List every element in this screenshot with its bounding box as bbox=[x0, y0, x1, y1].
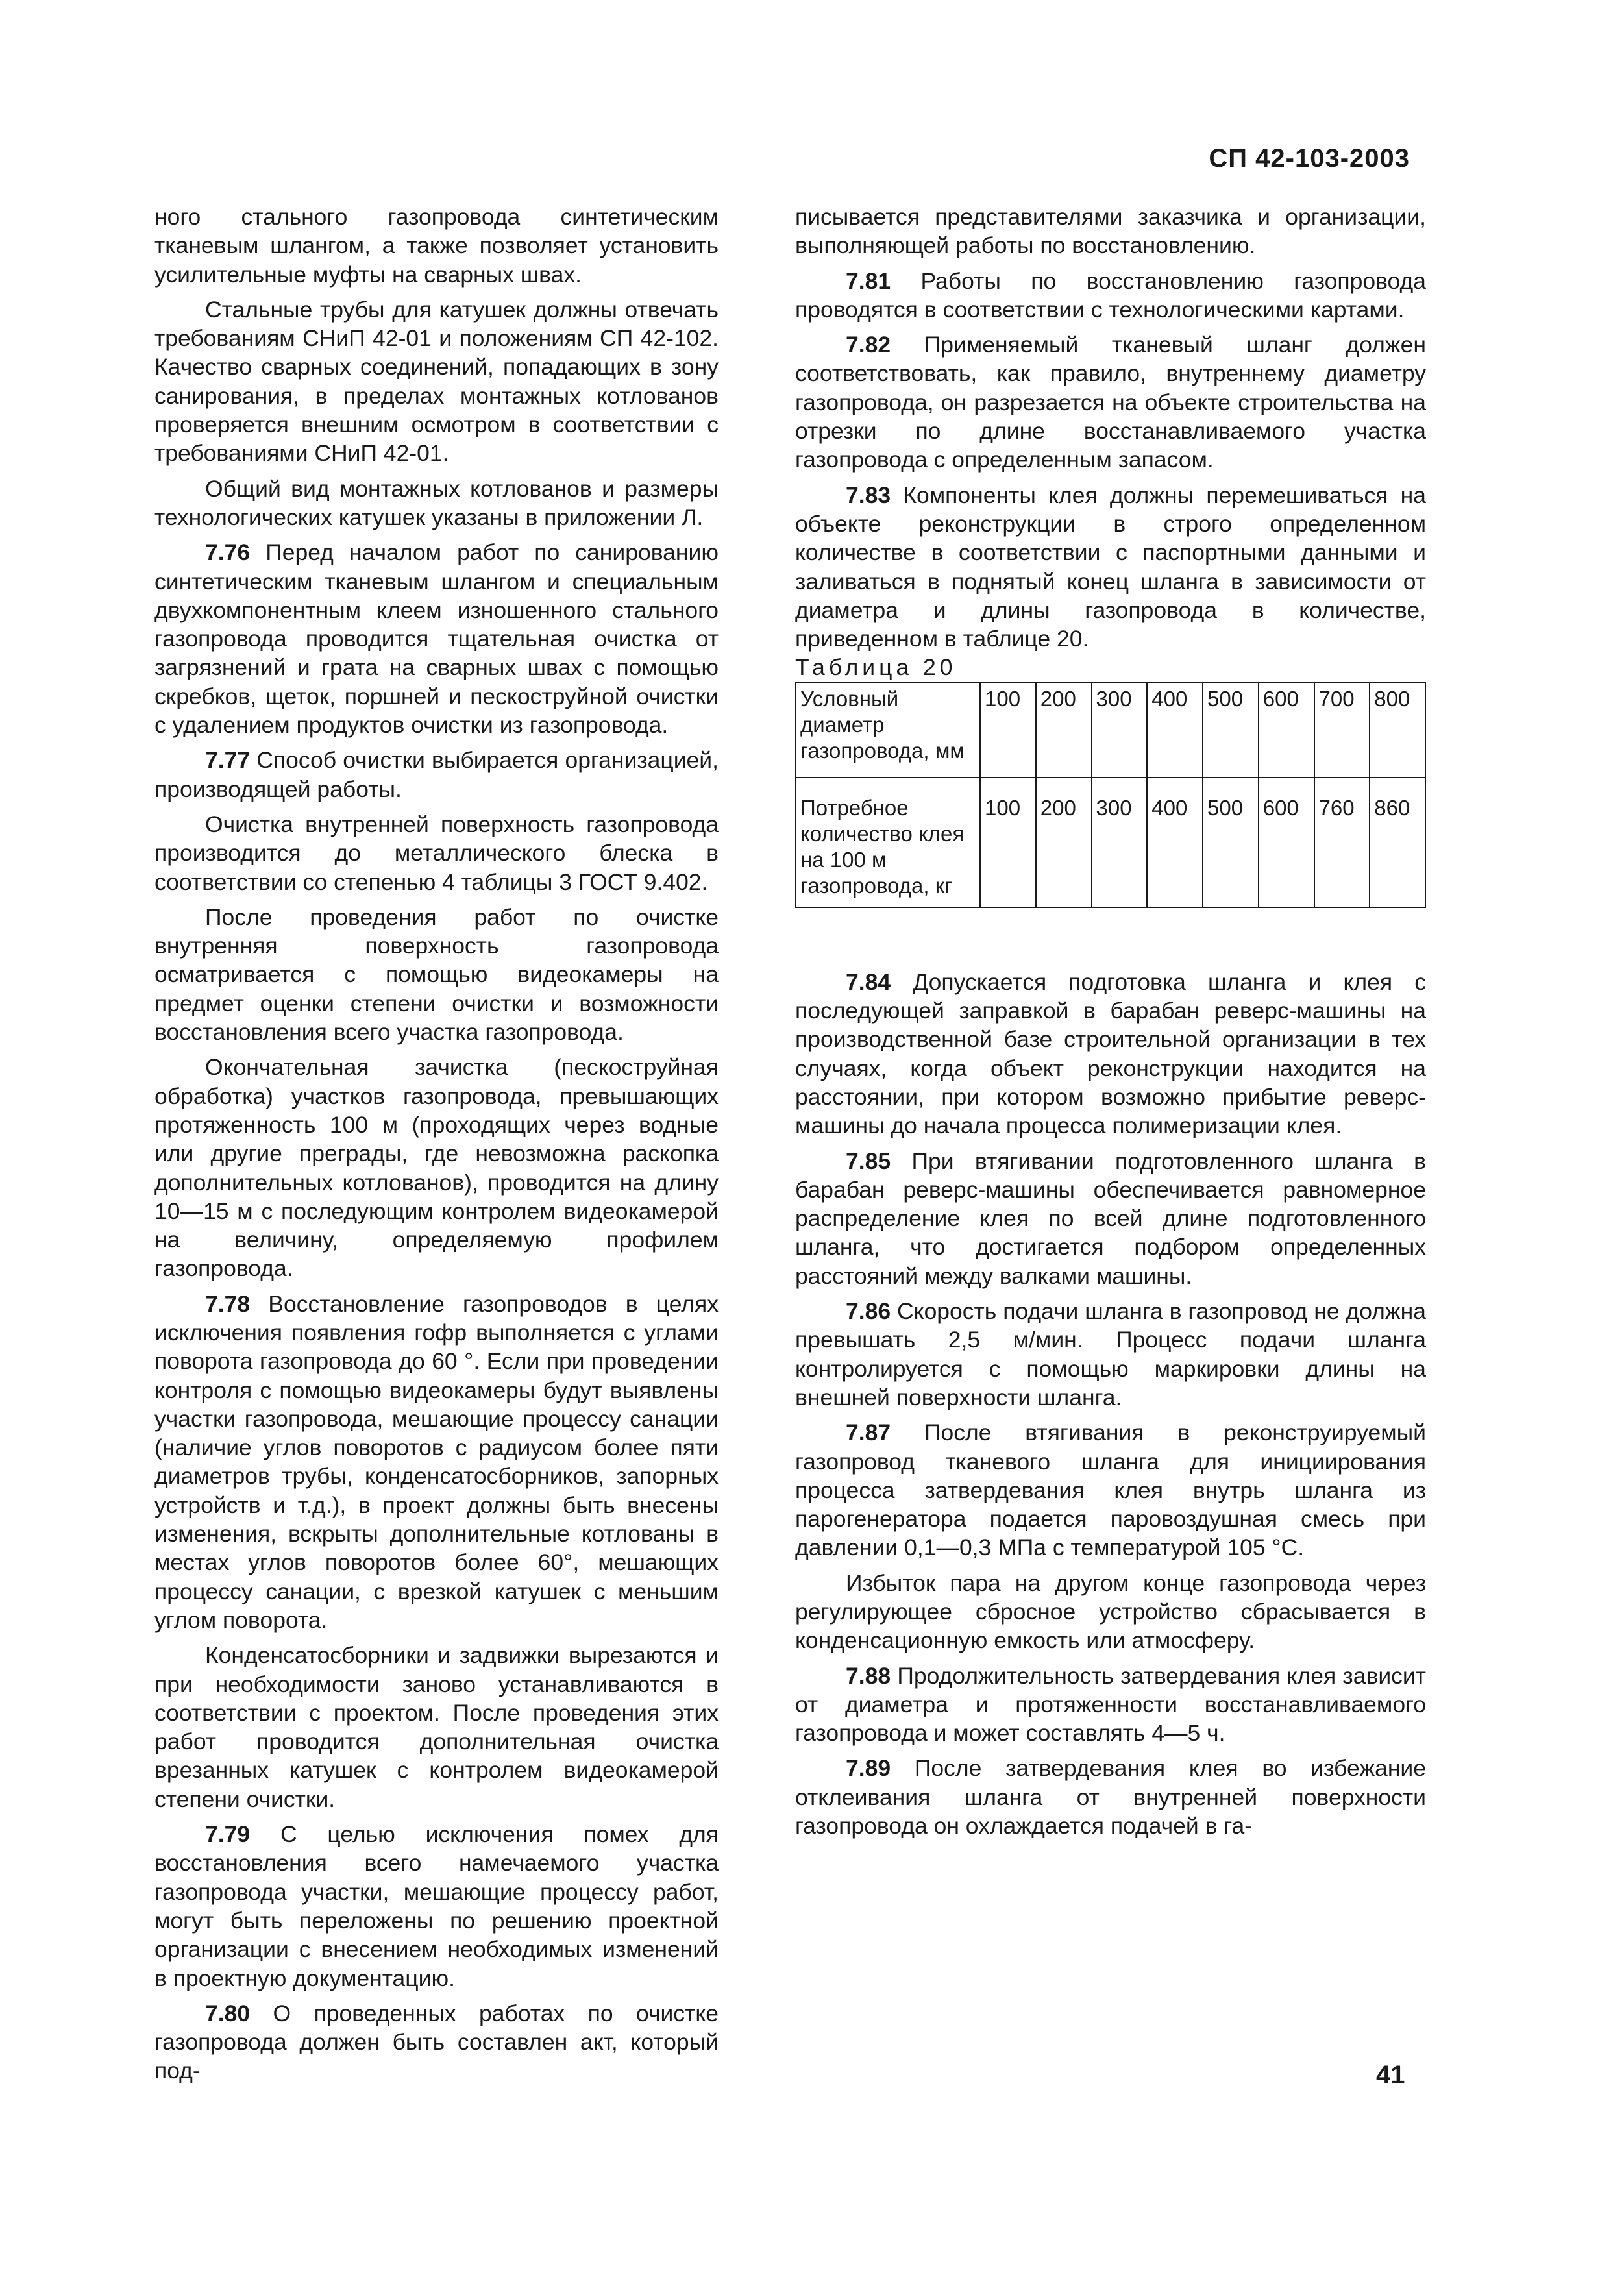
table-cell: 100 bbox=[980, 778, 1036, 907]
table-cell: 700 bbox=[1314, 683, 1370, 778]
paragraph: ного стального газопровода синтетическим тканевым шлангом, а также позволяет установить усилительные муфты на сварных швах. bbox=[154, 204, 719, 288]
table-cell: 760 bbox=[1314, 778, 1370, 907]
table-20 bbox=[795, 682, 1426, 908]
paragraph-7-88: 7.88 Продолжительность затвердевания клея зависит от диаметра и протяженности восстанавливаемого газопровода и может составлять 4—5 ч. bbox=[795, 1662, 1426, 1747]
paragraph-7-79: 7.79 С целью исключения помех для восстановления всего намечаемого участка газопровода участки, мешающие процессу работ, могут быть переложены по решению проектной организации с внесением необходимых изменений в проектную документацию. bbox=[154, 1821, 719, 1991]
paragraph-7-76: 7.76 Перед началом работ по санированию синтетическим тканевым шлангом и специальным двухкомпонентным клеем изношенного стального газопровода проводится тщательная очистка от загрязнений и грата на сварных швах с помощью скребков, щеток, поршней и пескоструйной очистки с удалением продуктов очистки из газопровода. bbox=[154, 539, 719, 739]
clause-number: 7.84 bbox=[846, 968, 891, 995]
table-cell: 200 bbox=[1036, 683, 1092, 778]
paragraph-7-77: 7.77 Способ очистки выбирается организацией, производящей работы. bbox=[154, 747, 719, 802]
clause-number: 7.88 bbox=[846, 1662, 891, 1689]
paragraph-7-87: 7.87 После втягивания в реконструируемый газопровод тканевого шланга для инициирования процесса затвердевания клея внутрь шланга из парогенератора подается паровоздушная смесь при давлении 0,1—0,3 МПа с температурой 105 °С. bbox=[795, 1420, 1426, 1561]
paragraph: Очистка внутренней поверхность газопровода производится до металлического блеска в соответствии со степенью 4 таблицы 3 ГОСТ 9.402. bbox=[154, 811, 719, 895]
table-cell: 400 bbox=[1147, 683, 1203, 778]
clause-number: 7.78 bbox=[205, 1290, 251, 1317]
table-caption: Таблица 20 bbox=[795, 654, 957, 681]
table-row bbox=[796, 683, 1425, 778]
paragraph-7-82: 7.82 Применяемый тканевый шланг должен соответствовать, как правило, внутреннему диаметру газопровода, он разрезается на объекте строительства на отрезки по длине восстанавливаемого участка газопровода с определенным запасом. bbox=[795, 332, 1426, 473]
clause-number: 7.76 bbox=[205, 539, 251, 566]
paragraph-7-83: 7.83 Компоненты клея должны перемешиваться на объекте реконструкции в строго определенном количестве в соответствии с паспортными данными и заливаться в поднятый конец шланга в зависимости от диаметра и длины газопровода в количестве, приведенном в таблице 20. bbox=[795, 482, 1426, 652]
table-cell: 860 bbox=[1370, 778, 1425, 907]
paragraph-7-80: 7.80 О проведенных работах по очистке газопровода должен быть составлен акт, который под- bbox=[154, 2000, 719, 2084]
paragraph-7-78: 7.78 Восстановление газопроводов в целях исключения появления гофр выполняется с углами поворота газопровода до 60 °. Если при проведении контроля с помощью видеокамеры будут выявлены участки газопровода, мешающие процессу санации (наличие углов поворотов с радиусом более пяти диаметров трубы, конденсатосборников, запорных устройств и т.д.), в проект должны быть внесены изменения, вскрыты дополнительные котлованы в местах углов поворотов более 60°, мешающих процессу санации, с врезкой катушек с меньшим углом поворота. bbox=[154, 1290, 719, 1633]
table-cell: 200 bbox=[1036, 778, 1092, 907]
clause-number: 7.86 bbox=[846, 1298, 891, 1325]
paragraph: Стальные трубы для катушек должны отвечать требованиям СНиП 42-01 и положениям СП 42-102. Качество сварных соединений, попадающих в зону санирования, в пределах монтажных котлованов проверяется внешним осмотром в соответствии с требованиями СНиП 42-01. bbox=[154, 296, 719, 467]
clause-number: 7.83 bbox=[846, 482, 891, 508]
table-cell: 300 bbox=[1092, 778, 1148, 907]
table-cell: 500 bbox=[1203, 683, 1259, 778]
clause-number: 7.81 bbox=[846, 267, 891, 294]
page-number: 41 bbox=[1376, 2061, 1405, 2089]
clause-number: 7.80 bbox=[205, 2000, 251, 2026]
clause-number: 7.87 bbox=[846, 1420, 891, 1446]
table-cell: 600 bbox=[1259, 778, 1314, 907]
paragraph-7-89: 7.89 После затвердевания клея во избежание отклеивания шланга от внутренней поверхности газопровода он охлаждается подачей в га- bbox=[795, 1755, 1426, 1839]
row-header: Потребное количество клея на 100 м газопровода, кг bbox=[796, 778, 980, 907]
paragraph: Общий вид монтажных котлованов и размеры технологических катушек указаны в приложении Л. bbox=[154, 475, 719, 530]
row-header: Условный диаметр газопровода, мм bbox=[796, 683, 980, 778]
paragraph: писывается представителями заказчика и организации, выполняющей работы по восстановлению. bbox=[795, 204, 1426, 259]
table-cell: 600 bbox=[1259, 683, 1314, 778]
paragraph: Окончательная зачистка (пескоструйная обработка) участков газопровода, превышающих протяженность 100 м (проходящих через водные или другие преграды, где невозможна раскопка дополнительных котлованов), проводится на длину 10—15 м с последующим контролем видеокамерой на величину, определяемую профилем газопровода. bbox=[154, 1054, 719, 1282]
right-column bbox=[795, 203, 1426, 1840]
clause-number: 7.82 bbox=[846, 332, 891, 358]
table-row bbox=[796, 778, 1425, 907]
document-code: СП 42-103-2003 bbox=[1209, 144, 1410, 173]
table-cell: 400 bbox=[1147, 778, 1203, 907]
paragraph-7-81: 7.81 Работы по восстановлению газопровода проводятся в соответствии с технологическими картами. bbox=[795, 267, 1426, 323]
clause-number: 7.79 bbox=[205, 1821, 251, 1848]
table-cell: 100 bbox=[980, 683, 1036, 778]
paragraph: Конденсатосборники и задвижки вырезаются и при необходимости заново устанавливаются в соответствии с проектом. После проведения этих работ проводится дополнительная очистка врезанных катушек с контролем видеокамерой степени очистки. bbox=[154, 1642, 719, 1812]
left-column bbox=[154, 203, 719, 2085]
table-spacer bbox=[795, 908, 1426, 968]
paragraph-7-85: 7.85 При втягивании подготовленного шланга в барабан реверс-машины обеспечивается равномерное распределение клея по всей длине подготовленного шланга, что достигается подбором определенных расстояний между валками машины. bbox=[795, 1148, 1426, 1289]
paragraph-7-86: 7.86 Скорость подачи шланга в газопровод не должна превышать 2,5 м/мин. Процесс подачи шланга контролируется с помощью маркировки длины на внешней поверхности шланга. bbox=[795, 1298, 1426, 1410]
paragraph-7-84: 7.84 Допускается подготовка шланга и клея с последующей заправкой в барабан реверс-машины на производственной базе строительной организации в тех случаях, когда объект реконструкции находится на расстоянии, при котором возможно прибытие реверс-машины до начала процесса полимеризации клея. bbox=[795, 968, 1426, 1139]
table-cell: 800 bbox=[1370, 683, 1425, 778]
clause-number: 7.89 bbox=[846, 1755, 891, 1782]
paragraph: После проведения работ по очистке внутренняя поверхность газопровода осматривается с помощью видеокамеры на предмет оценки степени очистки и возможности восстановления всего участка газопровода. bbox=[154, 903, 719, 1046]
table-cell: 500 bbox=[1203, 778, 1259, 907]
paragraph: Избыток пара на другом конце газопровода через регулирующее сбросное устройство сбрасывается в конденсационную емкость или атмосферу. bbox=[795, 1569, 1426, 1654]
table-cell: 300 bbox=[1092, 683, 1148, 778]
clause-number: 7.85 bbox=[846, 1148, 891, 1174]
clause-number: 7.77 bbox=[205, 747, 251, 774]
